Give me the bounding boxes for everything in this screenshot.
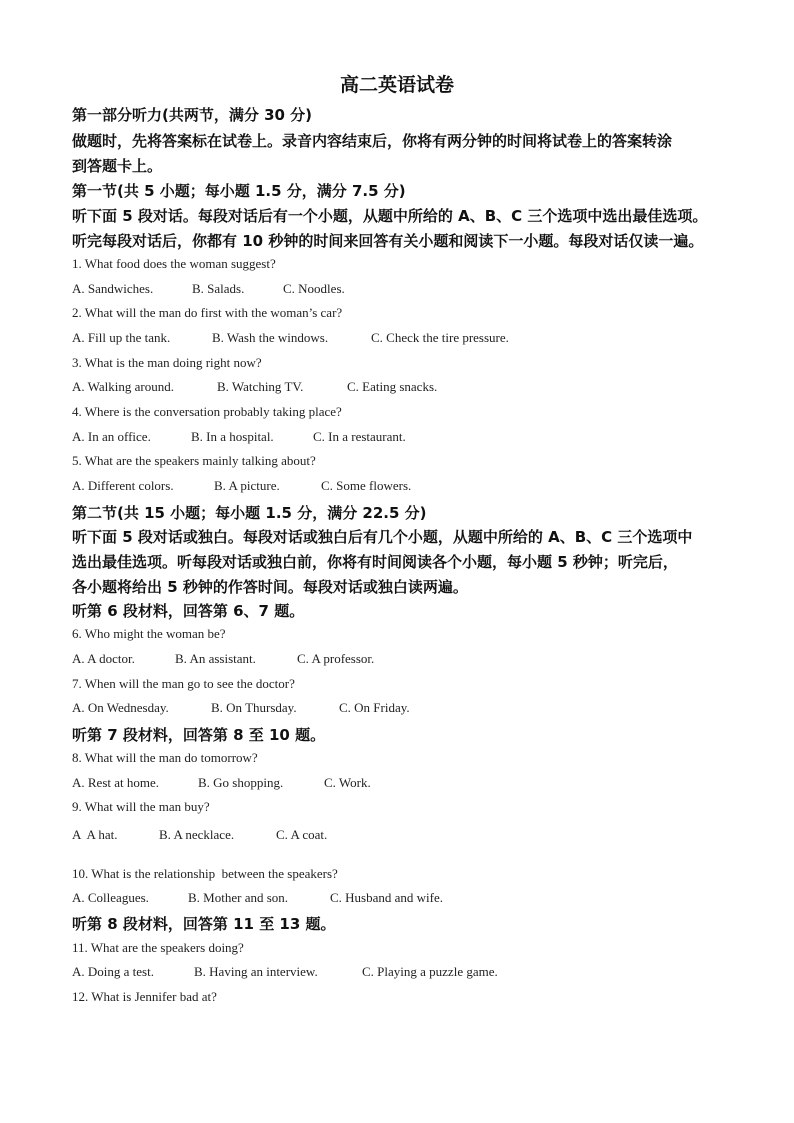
option-a: A. A doctor. bbox=[72, 651, 135, 666]
options-1 bbox=[72, 281, 345, 297]
question-6: 6. Who might the woman be? bbox=[72, 626, 226, 641]
section1-instr-line1: 听下面 5 段对话。每段对话后有一个小题，从题中所给的 A、B、C 三个选项中选出最佳选项。 bbox=[72, 207, 708, 225]
question-9: 9. What will the man buy? bbox=[72, 799, 210, 814]
question-4: 4. Where is the conversation probably taking place? bbox=[72, 404, 342, 419]
options-2 bbox=[72, 330, 509, 346]
options-10 bbox=[72, 890, 443, 906]
options-5 bbox=[72, 478, 411, 494]
section1-heading: 第一节(共 5 小题；每小题 1.5 分，满分 7.5 分) bbox=[72, 182, 406, 200]
option-a: A. Different colors. bbox=[72, 478, 174, 493]
question-10: 10. What is the relationship between the speakers? bbox=[72, 866, 338, 881]
option-c: C. A coat. bbox=[276, 827, 328, 842]
section1-instr-line2: 听完每段对话后，你都有 10 秒钟的时间来回答有关小题和阅读下一小题。每段对话仅读一遍。 bbox=[72, 232, 704, 250]
question-8: 8. What will the man do tomorrow? bbox=[72, 750, 258, 765]
section2-heading: 第二节(共 15 小题；每小题 1.5 分，满分 22.5 分) bbox=[72, 504, 427, 522]
option-b: B. Watching TV. bbox=[217, 379, 304, 394]
option-a: A. Colleagues. bbox=[72, 890, 149, 905]
option-c: C. Eating snacks. bbox=[347, 379, 438, 394]
options-3 bbox=[72, 379, 437, 395]
option-b: B. Wash the windows. bbox=[212, 330, 329, 345]
option-c: C. On Friday. bbox=[339, 700, 410, 715]
question-3: 3. What is the man doing right now? bbox=[72, 355, 262, 370]
option-c: C. Some flowers. bbox=[321, 478, 412, 493]
options-9 bbox=[72, 827, 327, 843]
option-a: A A hat. bbox=[72, 827, 118, 842]
material-7-heading: 听第 7 段材料，回答第 8 至 10 题。 bbox=[72, 726, 326, 744]
option-a: A. Doing a test. bbox=[72, 964, 154, 979]
page-title: 高二英语试卷 bbox=[339, 74, 454, 96]
option-b: B. An assistant. bbox=[175, 651, 256, 666]
option-b: B. Go shopping. bbox=[198, 775, 284, 790]
option-b: B. Having an interview. bbox=[194, 964, 318, 979]
option-b: B. Mother and son. bbox=[188, 890, 289, 905]
option-a: A. Rest at home. bbox=[72, 775, 160, 790]
option-a: A. Walking around. bbox=[72, 379, 174, 394]
option-b: B. On Thursday. bbox=[211, 700, 297, 715]
part1-intro-line2: 到答题卡上。 bbox=[72, 157, 163, 175]
question-7: 7. When will the man go to see the doctor? bbox=[72, 676, 295, 691]
option-a: A. On Wednesday. bbox=[72, 700, 169, 715]
part1-heading: 第一部分听力(共两节，满分 30 分) bbox=[72, 106, 313, 124]
options-11 bbox=[72, 964, 498, 980]
question-2: 2. What will the man do first with the woman’s car? bbox=[72, 305, 343, 320]
options-4 bbox=[72, 429, 406, 445]
option-b: B. In a hospital. bbox=[191, 429, 274, 444]
question-11: 11. What are the speakers doing? bbox=[72, 940, 244, 955]
option-c: C. Playing a puzzle game. bbox=[362, 964, 498, 979]
question-5: 5. What are the speakers mainly talking about? bbox=[72, 453, 316, 468]
option-b: B. A necklace. bbox=[159, 827, 235, 842]
option-a: A. Fill up the tank. bbox=[72, 330, 171, 345]
options-7 bbox=[72, 700, 410, 716]
option-c: C. A professor. bbox=[297, 651, 375, 666]
section2-instr-line1: 听下面 5 段对话或独白。每段对话或独白后有几个小题，从题中所给的 A、B、C 三个选项中 bbox=[72, 528, 693, 546]
question-1: 1. What food does the woman suggest? bbox=[72, 256, 276, 271]
option-b: B. A picture. bbox=[214, 478, 280, 493]
option-c: C. Noodles. bbox=[283, 281, 345, 296]
section2-instr-line3: 各小题将给出 5 秒钟的作答时间。每段对话或独白读两遍。 bbox=[72, 578, 468, 596]
options-8 bbox=[72, 775, 371, 791]
option-c: C. Work. bbox=[324, 775, 371, 790]
option-c: C. Husband and wife. bbox=[330, 890, 444, 905]
option-c: C. Check the tire pressure. bbox=[371, 330, 509, 345]
option-a: A. In an office. bbox=[72, 429, 151, 444]
options-6 bbox=[72, 651, 374, 667]
material-6-heading: 听第 6 段材料，回答第 6、7 题。 bbox=[72, 602, 305, 620]
option-a: A. Sandwiches. bbox=[72, 281, 154, 296]
material-8-heading: 听第 8 段材料，回答第 11 至 13 题。 bbox=[72, 915, 336, 933]
question-12: 12. What is Jennifer bad at? bbox=[72, 989, 217, 1004]
section2-instr-line2: 选出最佳选项。听每段对话或独白前，你将有时间阅读各个小题，每小题 5 秒钟；听完后， bbox=[72, 553, 678, 571]
option-c: C. In a restaurant. bbox=[313, 429, 406, 444]
part1-intro-line1: 做题时，先将答案标在试卷上。录音内容结束后，你将有两分钟的时间将试卷上的答案转涂 bbox=[72, 132, 673, 150]
option-b: B. Salads. bbox=[192, 281, 245, 296]
